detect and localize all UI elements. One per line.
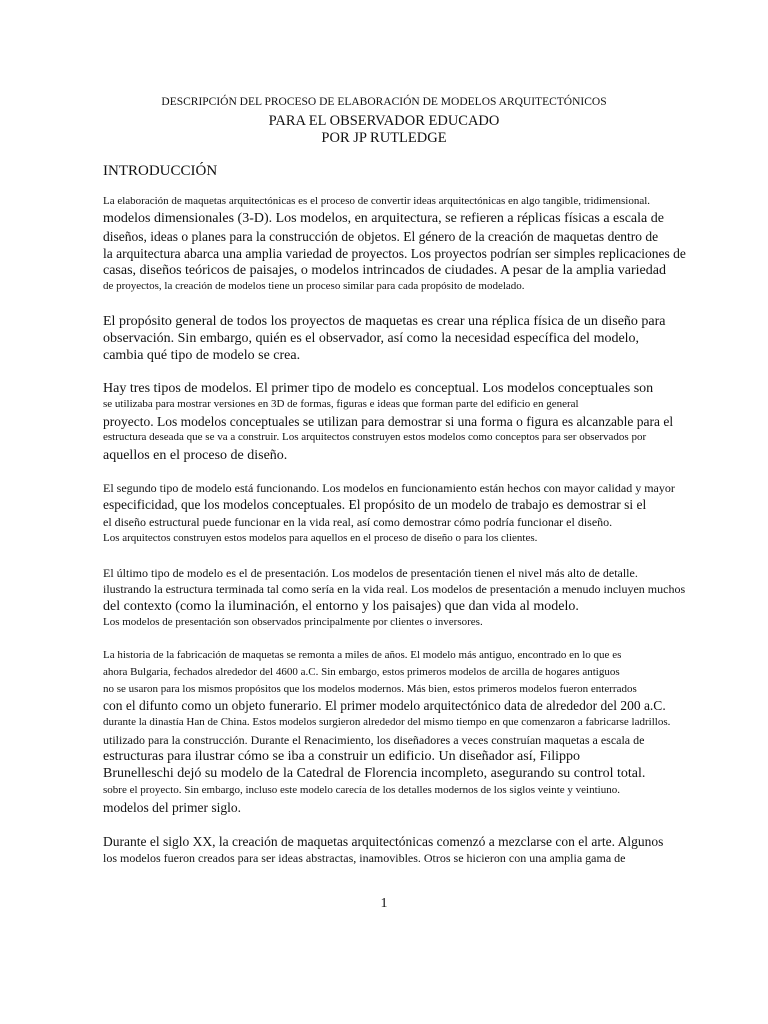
text-line: los modelos fueron creados para ser ideas abstractas, inamovibles. Otros se hicieron con una amplia gama de: [103, 851, 626, 865]
text-line: con el difunto como un objeto funerario. El primer modelo arquitectónico data de alrededor del 200 a.C.: [103, 698, 666, 713]
text-line: La elaboración de maquetas arquitectónicas es el proceso de convertir ideas arquitectónicas en algo tangible, tridimensional.: [103, 195, 651, 207]
section-heading: INTRODUCCIÓN: [103, 163, 218, 179]
text-line: El segundo tipo de modelo está funcionando. Los modelos en funcionamiento están hechos con mayor calidad y mayor: [103, 481, 675, 495]
text-line: El propósito general de todos los proyectos de maquetas es crear una réplica física de un diseño para: [103, 314, 666, 329]
text-line: no se usaron para los mismos propósitos que los modelos modernos. Más bien, estos primeros modelos fueron enterrados: [103, 683, 637, 695]
text-line: El último tipo de modelo es el de presentación. Los modelos de presentación tienen el nivel más alto de detalle.: [103, 566, 638, 580]
text-line: Durante el siglo XX, la creación de maquetas arquitectónicas comenzó a mezclarse con el arte. Algunos: [103, 834, 664, 849]
text-line: modelos del primer siglo.: [103, 800, 241, 815]
text-line: casas, diseños teóricos de paisajes, o modelos intrincados de ciudades. A pesar de la amplia variedad: [103, 263, 666, 278]
text-line: Brunelleschi dejó su modelo de la Catedral de Florencia incompleto, asegurando su control total.: [103, 766, 646, 781]
text-line: durante la dinastía Han de China. Estos modelos surgieron alrededor del mismo tiempo en que comenzaron a fabricarse ladrillos.: [103, 716, 671, 728]
text-line: del contexto (como la iluminación, el entorno y los paisajes) que dan vida al modelo.: [103, 599, 579, 614]
text-line: el diseño estructural puede funcionar en la vida real, así como demostrar cómo podría funcionar el diseño.: [103, 515, 613, 529]
text-line: observación. Sin embargo, quién es el observador, así como la necesidad específica del modelo,: [103, 331, 640, 346]
text-line: de proyectos, la creación de modelos tiene un proceso similar para cada propósito de modelado.: [103, 280, 525, 292]
document-title-line-1: DESCRIPCIÓN DEL PROCESO DE ELABORACIÓN DE MODELOS ARQUITECTÓNICOS: [161, 96, 607, 108]
text-line: Los modelos de presentación son observados principalmente por clientes o inversores.: [103, 616, 483, 628]
text-line: se utilizaba para mostrar versiones en 3D de formas, figuras e ideas que forman parte del edificio en general: [103, 398, 579, 410]
text-line: ilustrando la estructura terminada tal como sería en la vida real. Los modelos de presentación a menudo incluyen muchos: [103, 582, 686, 596]
document-title-line-2: PARA EL OBSERVADOR EDUCADO: [268, 113, 500, 129]
text-line: modelos dimensionales (3-D). Los modelos, en arquitectura, se refieren a réplicas físicas a escala de: [103, 211, 664, 226]
text-line: Los arquitectos construyen estos modelos para aquellos en el proceso de diseño o para los clientes.: [103, 532, 538, 544]
text-line: la arquitectura abarca una amplia variedad de proyectos. Los proyectos podrían ser simples replicaciones de: [103, 246, 686, 261]
document-author-line: POR JP RUTLEDGE: [321, 130, 447, 146]
text-line: estructuras para ilustrar cómo se iba a construir un edificio. Un diseñador así, Filippo: [103, 749, 581, 764]
text-line: aquellos en el proceso de diseño.: [103, 448, 288, 463]
text-line: utilizado para la construcción. Durante el Renacimiento, los diseñadores a veces construían maquetas a escala de: [103, 733, 645, 747]
text-line: ahora Bulgaria, fechados alrededor del 4600 a.C. Sin embargo, estos primeros modelos de arcilla de hogares antiguos: [103, 666, 620, 678]
text-line: La historia de la fabricación de maquetas se remonta a miles de años. El modelo más antiguo, encontrado en lo que es: [103, 649, 622, 661]
text-line: cambia qué tipo de modelo se crea.: [103, 348, 301, 363]
text-line: estructura deseada que se va a construir. Los arquitectos construyen estos modelos como conceptos para ser observados por: [103, 431, 647, 443]
text-line: Hay tres tipos de modelos. El primer tipo de modelo es conceptual. Los modelos conceptuales son: [103, 381, 654, 396]
text-line: diseños, ideas o planes para la construcción de objetos. El género de la creación de maquetas dentro de: [103, 229, 659, 244]
page-number: 1: [380, 896, 388, 911]
text-line: especificidad, que los modelos conceptuales. El propósito de un modelo de trabajo es demostrar si el: [103, 497, 647, 512]
text-line: proyecto. Los modelos conceptuales se utilizan para demostrar si una forma o figura es alcanzable para el: [103, 414, 674, 429]
text-line: sobre el proyecto. Sin embargo, incluso este modelo carecía de los detalles modernos de los siglos veinte y veintiuno.: [103, 784, 620, 796]
